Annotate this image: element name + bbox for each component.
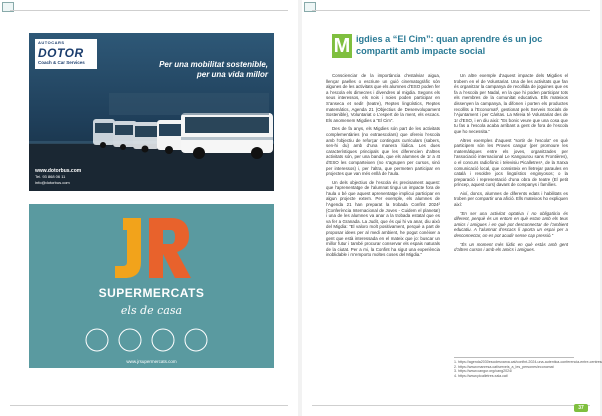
dotor-logo (35, 39, 97, 69)
dotor-phone: Tel. 93 868 06 11 (35, 174, 66, 179)
left-page (0, 0, 298, 416)
paragraph: Altres exemples d’aquest “sortir de l’escola” en què participem són les Proves cangur (per promoure les matemàtiques entre els joves, organitzades per l’associació internacional Le Kangourou sans Frontières), o el concurs radiofònic i televisiu Picalletres⁴, de la Xarxa comunicació local, que consisteix en lletrejar paraules en català i resoldre jocs lingüístics enginyosos; o la preparació i representació d’una obra de teatre (El petit príncep, aquest curs) davant de companys i famílies. (454, 137, 568, 188)
footnotes (454, 357, 602, 378)
slogan-line-1: Per una mobilitat sostenible, (159, 60, 268, 69)
badge-icon (152, 329, 174, 351)
dotor-email[interactable]: info@dotorbus.com (35, 179, 70, 185)
jr-store-badges (85, 327, 218, 353)
article-column-left (326, 73, 440, 261)
dotor-slogan (98, 60, 268, 80)
paragraph: Un altre exemple d’aquest impacte dels Migdies el trobem en el de Voluntariat. Una de les activitats que fan és organitzar la campanya de recollida de joguines que es fa a l’escola per Nadal, en la que hi poden participar tots els membres de la comunitat educativa. Ells mateixos dissenyen la campanya, la difonen i porten els productes recollits a l’Economat³, gestionat pels Serveis Socials de l’Ajuntament i per Càritas. La Mireia té Voluntariat des de 1r d’ESO, i en diu això: “Es bonic veure que una cosa que tu fas a l’escola acaba arribant a gent de fora de l’escola que ho necessita.” (454, 73, 568, 134)
slogan-line-2: per una vida millor (196, 70, 268, 79)
logo-top-text: AUTOCARS (38, 40, 65, 45)
paragraph: “És un moment més lúdic en què estàs amb gent d’altres cursos i amb els amics i amigues. (454, 241, 568, 253)
title-drop-cap: M (333, 35, 351, 57)
top-rule (312, 10, 590, 11)
jr-logo-letters (113, 218, 193, 280)
dotor-advertisement (29, 33, 274, 191)
right-page (302, 0, 600, 416)
logo-subtitle: Coach & Car Services (38, 60, 85, 65)
dotor-contact (35, 169, 81, 186)
dotor-website[interactable]: www.dotorbus.com (35, 167, 82, 174)
footnote[interactable]: 1. https://agenda2030escolesxarxa.cat/confint-2024-una-autentica-conferencia-entre-centres/ (454, 360, 602, 364)
bottom-rule (10, 405, 288, 406)
badge-icon (86, 329, 108, 351)
top-rule (10, 10, 288, 11)
bottom-rule (312, 405, 590, 406)
jr-brand-name: SUPERMERCATS (98, 286, 205, 300)
badge-icon (185, 329, 207, 351)
title-text: igdies a “El Cim”: quan aprendre és un joc compartit amb impacte social (356, 34, 543, 56)
paragraph: Així, doncs, alumnes de diferents edats i habilitats es troben per compartir una afició. Ells mateixos ho expliquen així: (454, 190, 568, 208)
jr-tagline: els de casa (120, 304, 183, 317)
paragraph: Un dels objectius de l’escola és precisament aquest: que l’aprenentatge de l’alumnat tingui un impacte fora de l’aula o bé que aquest aprenentatge implicui participar en algun projecte extern. Per exemple, els alumnes de l’Agenda 21 han preparat la trobada Confint 2024² (Conferència Internacional de Joves - Cuidem el planeta!) i una de les alumnes va anar a la trobada estatal que es va fer a Granada. La Judit, que és qui hi va anar, diu això del Migdia: “El valoro molt positivament, perquè a part de proposar idees per al medi ambient, he pogut conèixer a gent que està interessada en el mateix que jo: buscar un millor futur i també procurar conservar els espais naturals de la ciutat. Per a mi, la Confint ha sigut una experiència inoblidable i m’emporto moltes coses del Migdia.” (326, 179, 440, 258)
logo-wordmark: DOTOR (38, 46, 84, 60)
article-column-right (454, 73, 568, 256)
jr-supermercats-advertisement (29, 204, 274, 368)
paragraph: “En ser una activitat optativa i no obligatòria és diferent, perquè és un entorn en què estan amb els teus amics i amigues i en què pot desconnectar de l’ambient educatiu. A l’alumnat d’escacs li aporta un espai per a desconnectar, on es pot acudir sense cap pressió.” (454, 210, 568, 239)
paragraph: Conscienciar de la importància d’estalviar aigua, llençar paelles o escriure un guió cinematogràfic són algunes de les activitats que els alumnes d’ESO poden fer a l’escola els dimecres i divendres al migdia. Segons els seus interessos, els nois i noies poden participar en S’anseca et sedi! (teatre), Reptes lingüístics, Reptes matemàtics, Agenda 21 (Objectius de Desenvolupament Sostenible), Voluntariat o L’espert de la ment, els escacs. Els anomenem Migdies a “El Cim”. (326, 73, 440, 123)
jr-website[interactable]: www.jrsupermercats.com (126, 359, 177, 364)
footnote[interactable]: 2. https://www.manresa.cat/serveis_a_les_persones/economat (454, 364, 554, 369)
footnote[interactable]: 4. https://www.picalletres.xala.cat/ (454, 373, 508, 378)
page-number: 37 (574, 404, 588, 412)
footnote[interactable]: 3. https://www.cangur.org/cang2024/ (454, 369, 513, 374)
paragraph: Des de fa anys, els Migdies són part de les activitats complementàries (no extraescolars) que ofereix l’escola amb l’objectiu de reforçar continguts curriculars (sabers, sen-hi du) amb d’una manera lúdica. Les dues característiques principals que les diferencien d’altres activitats són, per una banda, que els alumnes de 1r a 4t d’ESO les comparteixen (no s’agrupen per cursos, sinó per interessos) i, per l’altra, que permeten participar en projectes que van més enllà de l’aula. (326, 126, 440, 177)
badge-icon (119, 329, 141, 351)
